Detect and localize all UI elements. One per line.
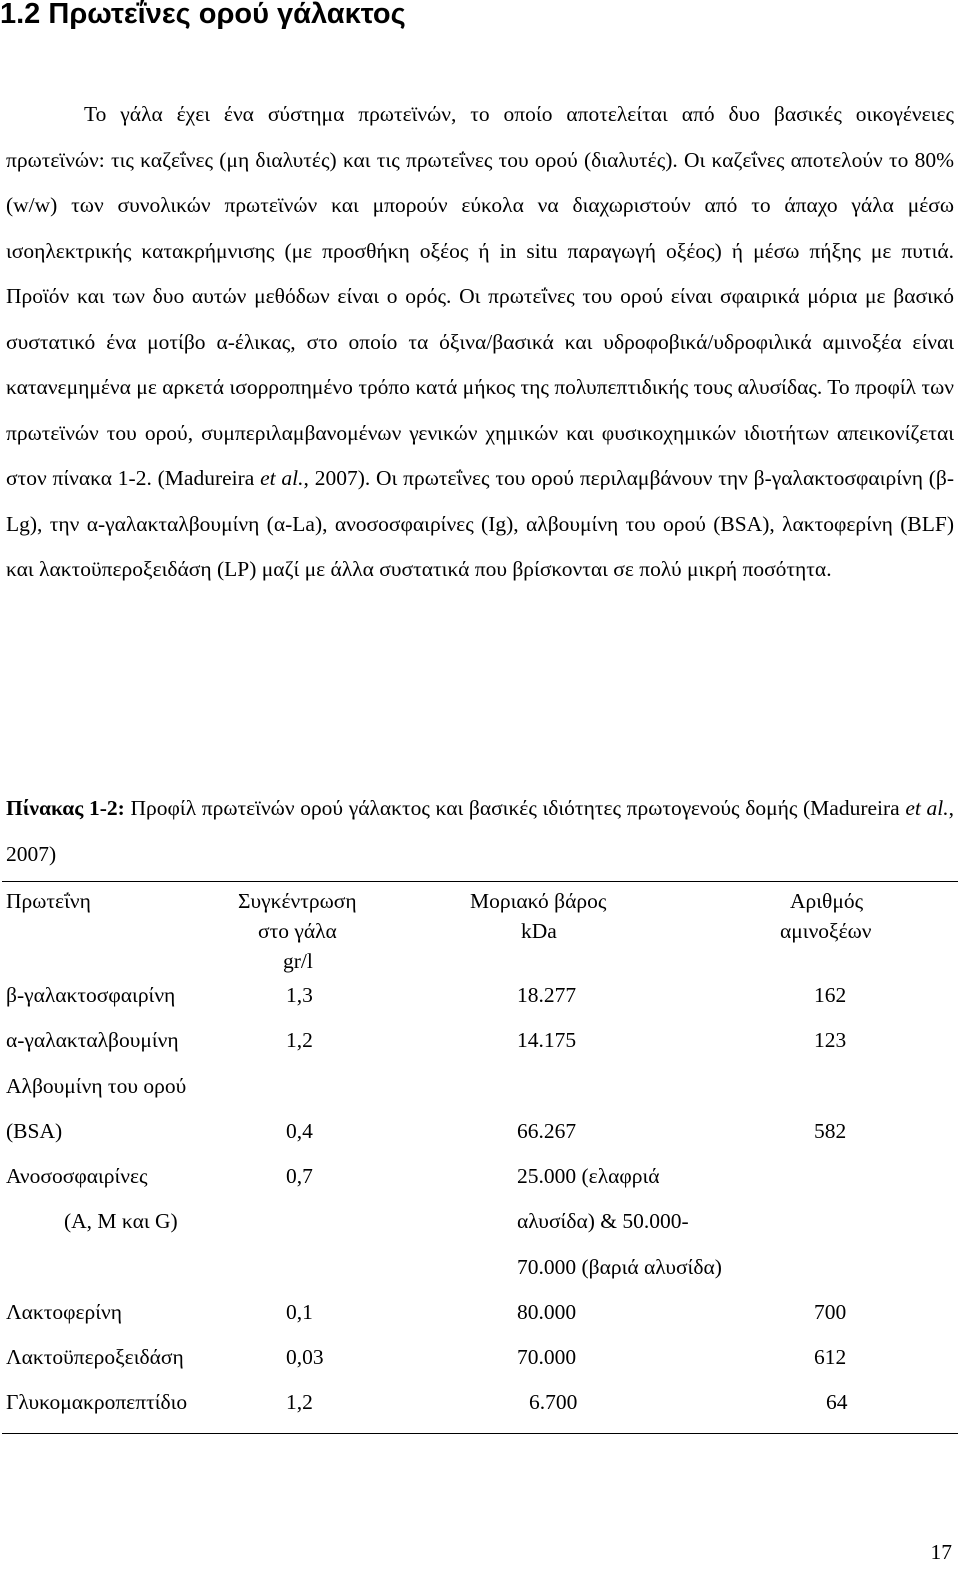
row-conc: 1,3 — [286, 983, 313, 1007]
caption-text-b: , 2007) — [6, 796, 954, 866]
caption-etal: et al. — [905, 796, 949, 820]
row-aa: 162 — [814, 983, 847, 1007]
header-mw-2: kDa — [521, 919, 557, 943]
row-conc: 1,2 — [286, 1028, 313, 1052]
row-conc: 1,2 — [286, 1390, 313, 1414]
row-aa: 64 — [826, 1390, 848, 1414]
row-mw: 70.000 — [517, 1345, 577, 1369]
table-top-rule — [2, 881, 958, 882]
row-mw: 66.267 — [517, 1119, 577, 1143]
caption-label: Πίνακας 1-2: — [6, 796, 125, 820]
row-name: Λακτοφερίνη — [6, 1300, 122, 1324]
caption-text-a: Προφίλ πρωτεϊνών ορού γάλακτος και βασικές ιδιότητες πρωτογενούς δομής (Madureira — [124, 796, 906, 820]
row-mw: 18.277 — [517, 983, 577, 1007]
row-mw-3: 70.000 (βαριά αλυσίδα) — [517, 1255, 722, 1279]
header-aa-1: Αριθμός — [790, 889, 864, 913]
table-bottom-rule — [2, 1433, 958, 1434]
row-aa: 123 — [814, 1028, 847, 1052]
row-mw: 6.700 — [529, 1390, 578, 1414]
header-conc-1: Συγκέντρωση — [238, 889, 357, 913]
table-caption — [6, 786, 954, 877]
row-conc: 0,1 — [286, 1300, 313, 1324]
row-conc: 0,03 — [286, 1345, 324, 1369]
row-name: Γλυκομακροπεπτίδιο — [6, 1390, 188, 1414]
row-mw-2: αλυσίδα) & 50.000- — [517, 1209, 689, 1233]
row-aa: 582 — [814, 1119, 847, 1143]
row-conc: 0,4 — [286, 1119, 313, 1143]
row-mw: 25.000 (ελαφριά — [517, 1164, 660, 1188]
row-aa: 700 — [814, 1300, 847, 1324]
header-aa-2: αμινοξέων — [780, 919, 872, 943]
row-mw: 14.175 — [517, 1028, 577, 1052]
paragraph-text-a: Το γάλα έχει ένα σύστημα πρωτεϊνών, το οποίο αποτελείται από δυο βασικές οικογένειες πρωτεϊνών: τις καζεΐνες (μη διαλυτές) και τις πρωτεΐνες του ορού (διαλυτές). Οι καζεΐνες αποτελούν το 80% (w/w) των συνολικών πρωτεϊνών και μπορούν εύκολα να διαχωριστούν από το άπαχο γάλα μέσω ισοηλεκτρικής κατακρήμνισης (με προσθήκη οξέος ή in situ παραγωγή οξέος) ή μέσω πήξης με πυτιά. Προϊόν και των δυο αυτών μεθόδων είναι ο ορός. Οι πρωτεΐνες του ορού είναι σφαιρικά μόρια με βασικό συστατικό ένα μοτίβο α-έλικας, στο οποίο τα όξινα/βασικά και υδροφοβικά/υδροφιλικά αμινοξέα είναι κατανεμημένα με αρκετά ισορροπημένο τρόπο κατά μήκος της πολυπεπτιδικής τους αλυσίδας. Το προφίλ των πρωτεϊνών του ορού, συμπεριλαμβανομένων γενικών χημικών και φυσικοχημικών ιδιοτήτων απεικονίζεται στον πίνακα 1-2. (Madureira — [6, 102, 954, 490]
row-name: α-γαλακταλβουμίνη — [6, 1028, 179, 1052]
row-conc: 0,7 — [286, 1164, 313, 1188]
row-aa: 612 — [814, 1345, 847, 1369]
row-mw: 80.000 — [517, 1300, 577, 1324]
header-mw-1: Μοριακό βάρος — [470, 889, 607, 913]
header-conc-2: στο γάλα — [258, 919, 337, 943]
body-paragraph — [6, 92, 954, 593]
row-name-2: (A, M και G) — [64, 1209, 178, 1233]
row-name: β-γαλακτοσφαιρίνη — [6, 983, 176, 1007]
paragraph-etal: et al. — [260, 466, 304, 490]
header-conc-3: gr/l — [283, 949, 313, 973]
row-name: Ανοσοσφαιρίνες — [6, 1164, 148, 1188]
page-number: 17 — [930, 1540, 952, 1564]
row-name-2: (BSA) — [6, 1119, 63, 1143]
row-name: Αλβουμίνη του ορού — [6, 1074, 187, 1098]
section-heading: 1.2 Πρωτεΐνες ορού γάλακτος — [0, 0, 406, 30]
header-protein: Πρωτεΐνη — [6, 889, 91, 913]
paragraph-text-b: , 2007). Οι πρωτεΐνες του ορού περιλαμβάνουν την β-γαλακτοσφαιρίνη (β-Lg), την α-γαλακταλβουμίνη (α-La), ανοσοσφαιρίνες (Ig), αλβουμίνη του ορού (BSA), λακτοφερίνη (BLF) και λακτοϋπεροξειδάση (LP) μαζί με άλλα συστατικά που βρίσκονται σε πολύ μικρή ποσότητα. — [6, 466, 955, 581]
row-name: Λακτοϋπεροξειδάση — [6, 1345, 184, 1369]
